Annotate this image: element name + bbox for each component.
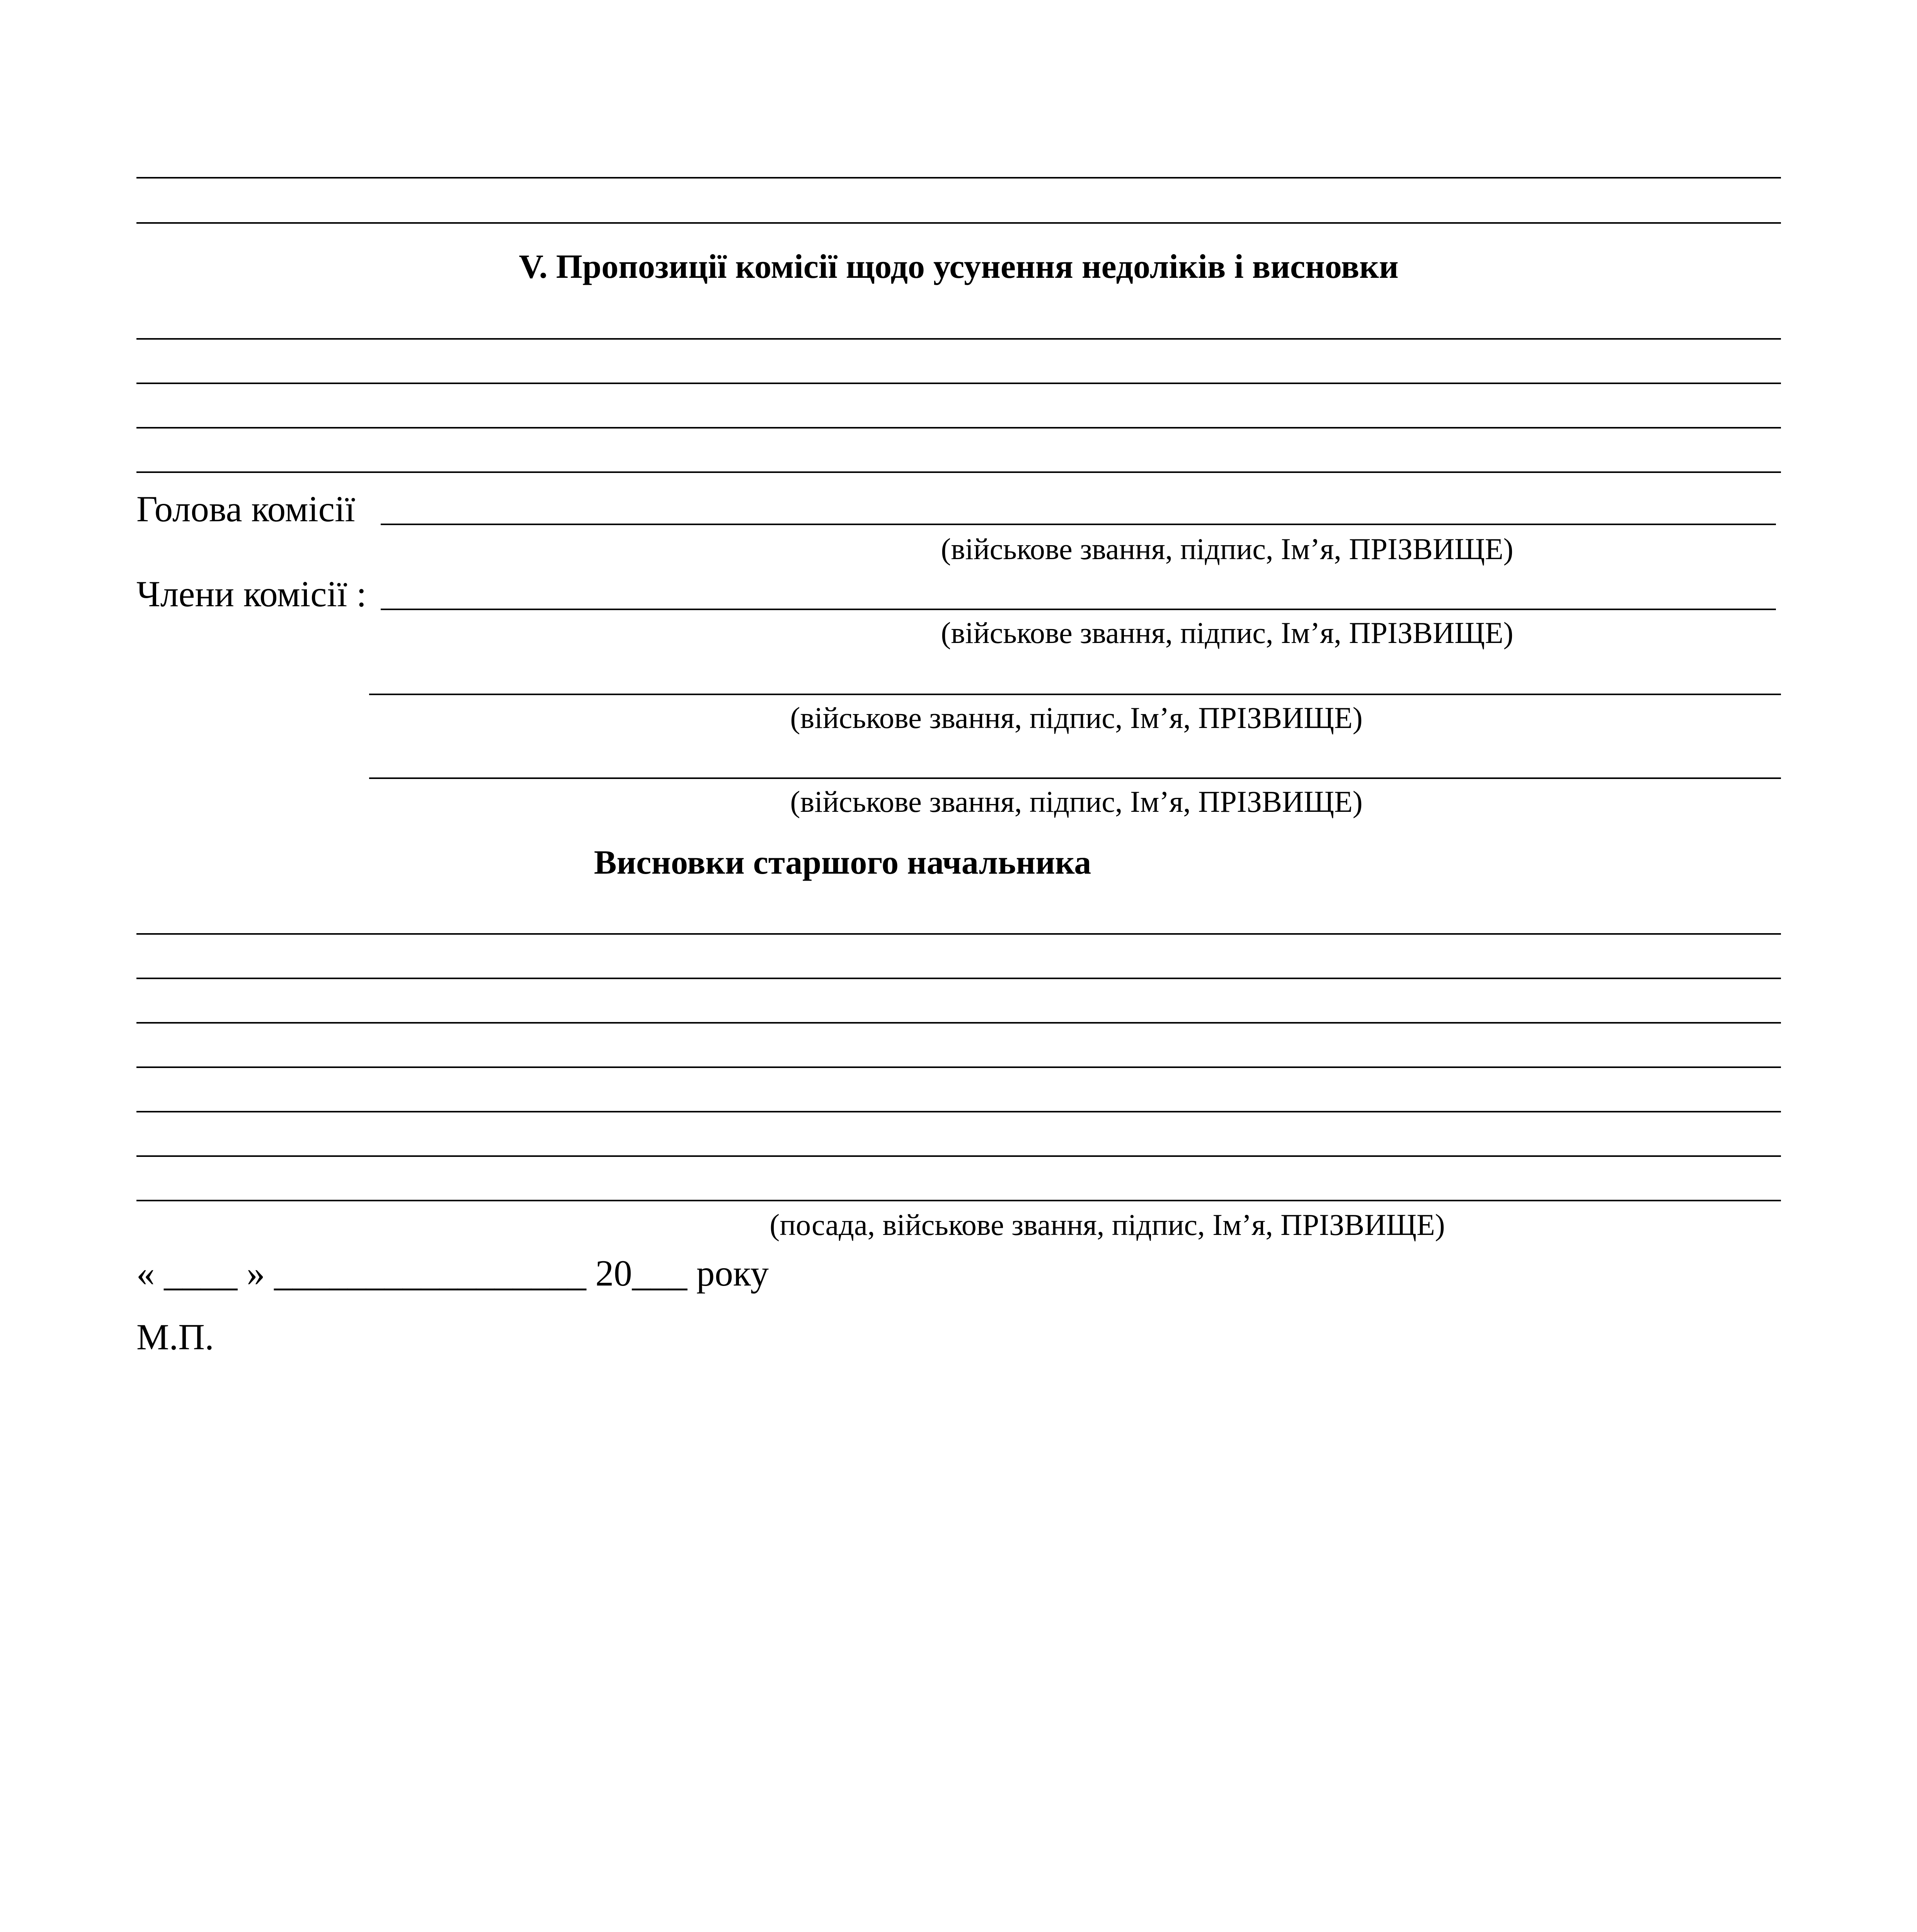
member-signature-line[interactable]	[381, 609, 1776, 610]
date-day-field[interactable]: ____	[164, 1253, 238, 1294]
fill-line[interactable]	[136, 383, 1781, 384]
member-signature-hint: (військове звання, підпис, Ім’я, ПРІЗВИЩЕ)	[790, 785, 1363, 818]
fill-line[interactable]	[136, 1200, 1781, 1201]
senior-signature-hint: (посада, військове звання, підпис, Ім’я, ПРІЗВИЩЕ)	[770, 1208, 1445, 1242]
fill-line[interactable]	[136, 933, 1781, 935]
date-close-quote: »	[247, 1253, 265, 1294]
date-month-field[interactable]: _________________	[274, 1253, 586, 1294]
fill-line[interactable]	[136, 1155, 1781, 1157]
member-signature-line[interactable]	[369, 694, 1781, 695]
date-year-field[interactable]: ___	[632, 1253, 687, 1294]
fill-line[interactable]	[136, 427, 1781, 429]
stamp-label: М.П.	[136, 1316, 214, 1357]
date-line	[136, 1252, 769, 1294]
fill-line[interactable]	[136, 338, 1781, 340]
fill-line[interactable]	[136, 1022, 1781, 1024]
fill-line[interactable]	[136, 471, 1781, 473]
section-v-title: V. Пропозиції комісії щодо усунення недоліків і висновки	[519, 248, 1399, 286]
members-label: Члени комісії :	[136, 573, 367, 614]
member-signature-hint: (військове звання, підпис, Ім’я, ПРІЗВИЩЕ)	[941, 616, 1514, 650]
senior-conclusions-title: Висновки старшого начальника	[594, 844, 1091, 881]
chairman-label: Голова комісії	[136, 488, 355, 529]
fill-line[interactable]	[136, 222, 1781, 224]
chairman-signature-hint: (військове звання, підпис, Ім’я, ПРІЗВИЩЕ)	[941, 532, 1514, 566]
fill-line[interactable]	[136, 1111, 1781, 1112]
chairman-signature-line[interactable]	[381, 524, 1776, 525]
member-signature-hint: (військове звання, підпис, Ім’я, ПРІЗВИЩЕ)	[790, 701, 1363, 735]
fill-line[interactable]	[136, 1066, 1781, 1068]
fill-line[interactable]	[136, 978, 1781, 979]
member-signature-line[interactable]	[369, 777, 1781, 779]
fill-line[interactable]	[136, 177, 1781, 179]
date-open-quote: «	[136, 1253, 155, 1294]
date-year-word: року	[696, 1253, 769, 1294]
date-year-prefix: 20	[595, 1253, 632, 1294]
